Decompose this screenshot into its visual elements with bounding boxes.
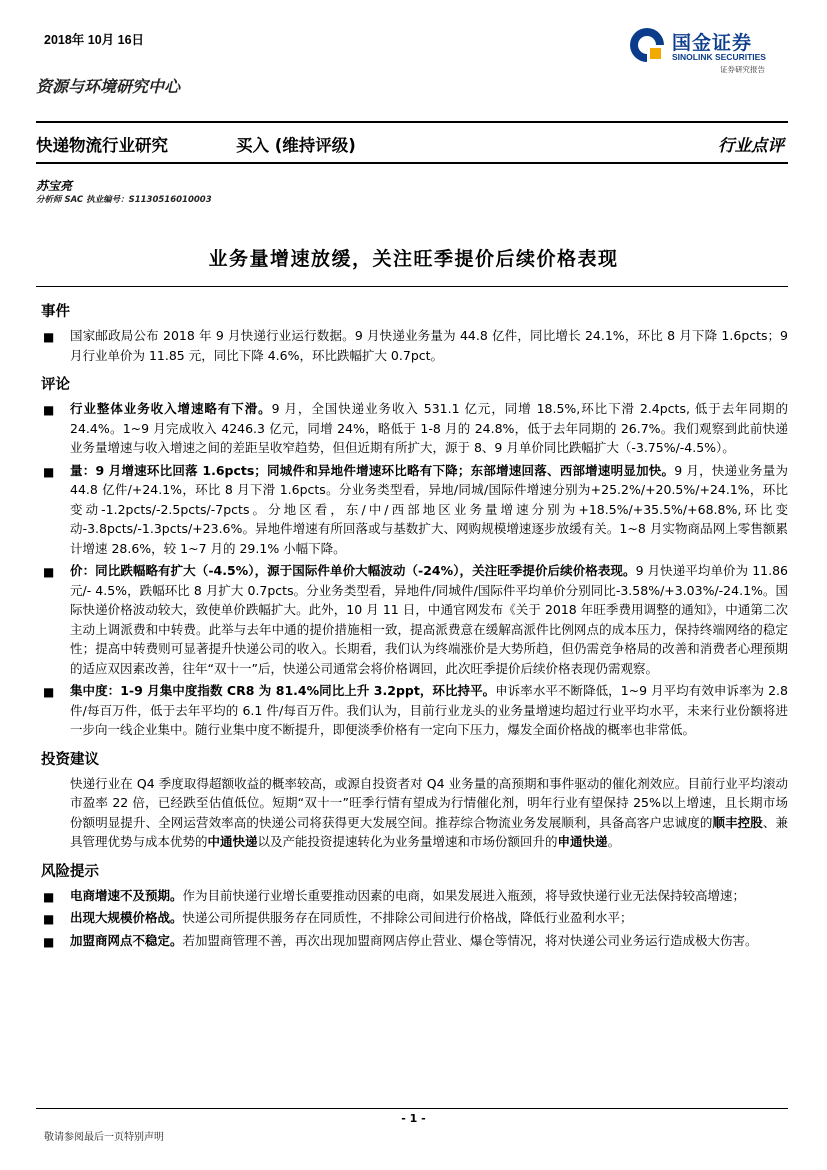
- bullet-icon: ■: [43, 889, 55, 904]
- section-title-invest: 投资建议: [41, 750, 99, 768]
- list-item: ■ 电商增速不及预期。作为目前快递行业增长重要推动因素的电商，如果发展进入瓶颈，将导致快递行业无法保持较高增速；: [36, 886, 788, 906]
- headline: 业务量增速放缓，关注旺季提价后续价格表现: [208, 248, 619, 270]
- logo-english-name: SINOLINK SECURITIES: [672, 52, 766, 62]
- list-item: ■ 集中度：1-9 月集中度指数 CR8 为 81.4%同比上升 3.2ppt，环比持平。申诉率水平不断降低，1~9 月平均有效申诉率为 2.8 件/每百万件，低于去年平均的 6.1 件/每百万件。我们认为，目前行业龙头的业务量增速均超过行业平均水平，未来行业份额将进一步向一线企业集中。随行业集中度不断提升，即便淡季价格有一定向下压力，爆发全面价格战的概率也非常低。: [43, 683, 788, 737]
- company-logo: [628, 22, 808, 78]
- list-item: ■ 价：同比跌幅略有扩大（-4.5%），源于国际件单价大幅波动（-24%），关注旺季提价后续价格表现。9 月快递平均单价为 11.86 元/- 4.5%，跌幅环比 8 月扩大 0.7pcts。分业务类型看，异地件/同城件/国际件平均单价分别同比-3.58%/+3.03%/-24.1%。国际快递价格波动较大，致使单价跌幅扩大。此外，10 月 11 日，中通官网发布《关于 2018 年旺季费用调整的通知》，中通第二次主动上调派费和中转费。此举与去年中通的提价措施相一致，提高派费意在缓解高派件比例网点的成本压力，保持终端网络的稳定性；提高中转费则可显著提升快递公司的收入。长期看，我们认为终端涨价是大势所趋，但仍需竞争格局的改善和消费者心理预期的适应双因素改善，往年“双十一”后，快递公司通常会将价格调回，此次旺季提价后续价格表现仍需观察。: [43, 563, 789, 676]
- header-divider: [36, 121, 788, 123]
- list-item: ■ 出现大规模价格战。快递公司所提供服务存在同质性，不排除公司间进行价格战，降低行业盈利水平；: [36, 908, 788, 928]
- logo-chinese-name: 国金证券: [672, 32, 753, 54]
- section-title-comment: 评论: [41, 376, 70, 393]
- analyst-name: 苏宝亮: [36, 179, 73, 193]
- section-title-event: 事件: [41, 303, 70, 320]
- bullet-icon: ■: [43, 403, 55, 417]
- logo-subtitle: 证券研究报告: [720, 65, 765, 74]
- report-body: [36, 292, 788, 953]
- analyst-sac-number: 分析师 SAC 执业编号：S1130516010003: [36, 195, 212, 205]
- title-bar: [36, 128, 788, 158]
- bullet-icon: ■: [43, 912, 55, 926]
- list-item: ■ 行业整体业务收入增速略有下滑。9 月，全国快递业务收入 531.1 亿元，同增 18.5%,环比下滑 2.4pcts, 低于去年同期的 24.4%。1~9 月完成收入 4246.3 亿元，同增 24%，略低于 1-8 月的 24.8%，低于去年同期的 26.7%。我们观察到此前快递业务量增速与收入增速之间的差距呈收窄趋势，但但近期有所扩大，源于 8、9 月单价同比跌幅扩大（-3.75%/-4.5%）。: [43, 401, 788, 455]
- sinolink-logo-icon: [628, 26, 666, 64]
- list-item: ■ 量：9 月增速环比回落 1.6pcts；同城件和异地件增速环比略有下降；东部增速回落、西部增速明显加快。9 月，快递业务量为 44.8 亿件/+24.1%，环比 8 月下滑 1.6pcts。分业务类型看，异地/同城/国际件增速分别为+25.2%/+20.5%/+24.1%，环比变动-1.2pcts/-2.5pcts/-7pcts。分地区看，东/中/西部地区业务量增速分别为+18.5%/+35.5%/+68.8%,环比变动-3.8pcts/-1.3pcts/+23.6%。异地件增速有所回落或与基数扩大、网购规模增速逐步放缓有关。1~8 月实物商品网上零售额累计增速 28.6%，较 1~7 月的 29.1% 小幅下降。: [43, 462, 788, 556]
- report-type: 行业点评: [718, 136, 784, 155]
- list-item: ■ 国家邮政局公布 2018 年 9 月快递行业运行数据。9 月快递业务量为 44.8 亿件，同比增长 24.1%，环比 8 月下降 1.6pcts；9 月行业单价为 11.85 元，同比下降 4.6%，环比跌幅扩大 0.7pct。: [43, 328, 788, 363]
- section-title-risk: 风险提示: [41, 862, 99, 880]
- bullet-icon: ■: [43, 685, 55, 699]
- bullet-icon: ■: [43, 934, 55, 949]
- page-number: - 1 -: [401, 1112, 426, 1125]
- title-divider: [36, 162, 788, 164]
- footer-divider: [36, 1108, 788, 1109]
- report-title: 快递物流行业研究: [36, 136, 168, 155]
- report-date: 2018年 10月 16日: [44, 33, 145, 47]
- invest-paragraph: 快递行业在 Q4 季度取得超额收益的概率较高，或源自投资者对 Q4 业务量的高预期和事件驱动的催化剂效应。目前行业平均滚动市盈率 22 倍，已经跌至估值低位。短期“双十一”旺季行情有望成为行情催化剂，明年行业有望保持 25%以上增速，且长期市场份额明显提升、全网运营效率高的快递公司将获得更大发展空间。推荐综合物流业务发展顺利，具备高客户忠诚度的顺丰控股、兼具管理优势与成本优势的中通快递以及产能投资提速转化为业务量增速和市场份额回升的申通快递。: [70, 775, 788, 849]
- list-item: ■ 加盟商网点不稳定。若加盟商管理不善，再次出现加盟商网店停止营业、爆仓等情况，将对快递公司业务运行造成极大伤害。: [36, 931, 788, 951]
- research-center: 资源与环境研究中心: [36, 77, 181, 96]
- footer-disclaimer: 敬请参阅最后一页特别声明: [44, 1132, 164, 1143]
- bullet-icon: ■: [43, 565, 55, 579]
- headline-divider: [36, 286, 788, 287]
- rating: 买入 (维持评级): [236, 136, 356, 155]
- bullet-icon: ■: [43, 464, 55, 479]
- bullet-icon: ■: [43, 330, 55, 344]
